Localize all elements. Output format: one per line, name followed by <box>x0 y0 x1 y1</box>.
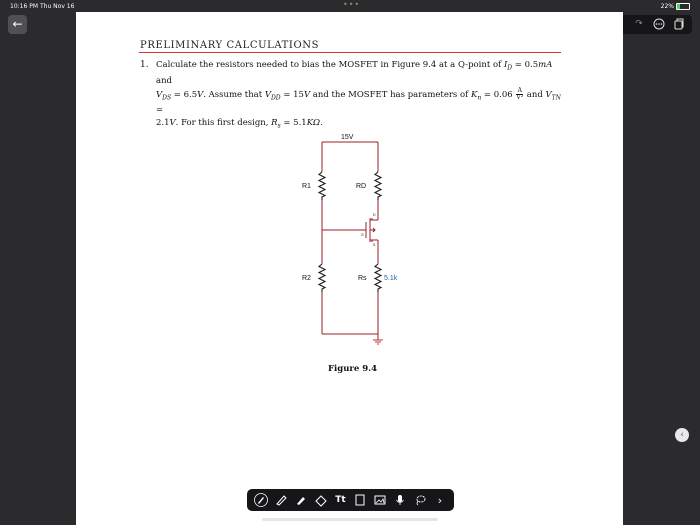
shapes-icon[interactable] <box>352 492 368 508</box>
lasso-icon[interactable] <box>412 492 428 508</box>
more-tools-glyph: › <box>437 493 443 507</box>
pen-icon[interactable] <box>253 492 269 508</box>
r2-label: R2 <box>302 275 311 282</box>
r2-resistor <box>319 264 325 292</box>
status-date: Thu Nov 16 <box>40 3 75 10</box>
microphone-icon[interactable] <box>392 492 408 508</box>
section-heading: PRELIMINARY CALCULATIONS <box>140 40 320 51</box>
rd-label: RD <box>356 183 367 190</box>
home-indicator[interactable] <box>262 518 438 521</box>
battery-charging-icon <box>676 3 690 10</box>
page-icon[interactable] <box>672 15 686 34</box>
supply-label: 15V <box>341 134 354 141</box>
drain-label: D <box>373 213 376 217</box>
status-bar <box>0 0 700 12</box>
figure-caption: Figure 9.4 <box>328 364 378 374</box>
source-label: S <box>373 243 376 247</box>
text-tool-glyph: Tt <box>335 495 346 505</box>
marker-icon[interactable] <box>293 492 309 508</box>
heading-rule <box>139 52 561 53</box>
back-button[interactable] <box>8 15 27 34</box>
redo-icon[interactable]: ↷ <box>635 19 643 29</box>
pencil-icon[interactable] <box>273 492 289 508</box>
rs-resistor <box>375 264 381 292</box>
mosfet-bias-circuit <box>296 132 416 347</box>
mosfet-body-arrow <box>370 228 375 232</box>
units-fraction: $\frac{A}{\text{V²}}$ <box>516 86 524 101</box>
rd-resistor <box>375 172 381 200</box>
more-icon[interactable] <box>652 15 666 34</box>
rs-label: Rs <box>358 275 367 282</box>
battery-status <box>661 3 690 10</box>
battery-percent: 22% <box>660 3 674 10</box>
r1-label: R1 <box>302 183 311 190</box>
text-icon[interactable] <box>333 492 349 508</box>
gate-label: G <box>361 233 364 237</box>
back-arrow-icon: ← <box>12 17 23 31</box>
document-page <box>76 12 623 525</box>
rs-value: 5.1k <box>384 275 398 282</box>
r1-resistor <box>319 172 325 200</box>
problem-number: 1. <box>140 60 149 70</box>
status-time: 10:16 PM <box>10 3 38 10</box>
more-tools-icon[interactable] <box>432 492 448 508</box>
eraser-icon[interactable] <box>313 492 329 508</box>
image-icon[interactable] <box>372 492 388 508</box>
battery-fill <box>677 4 680 9</box>
markup-toolbar <box>247 489 454 511</box>
page-scroll-handle[interactable]: ‹ <box>675 428 689 442</box>
multitask-dots[interactable]: ••• <box>343 0 361 9</box>
problem-text: Calculate the resistors needed to bias the MOSFET in Figure 9.4 at a Q-point of $I_D = 0.5mA$ and $V_{DS} = 6.5V$. Assume that $V_{DD} = 15V$ and the MOSFET has parameters of $K_n = 0.06$ $\frac{A}{\text{V²}}$ and $V_{TN}$ = 2.1V. For this first design, $R_s = 5.1K\Omega$. <box>156 60 561 131</box>
